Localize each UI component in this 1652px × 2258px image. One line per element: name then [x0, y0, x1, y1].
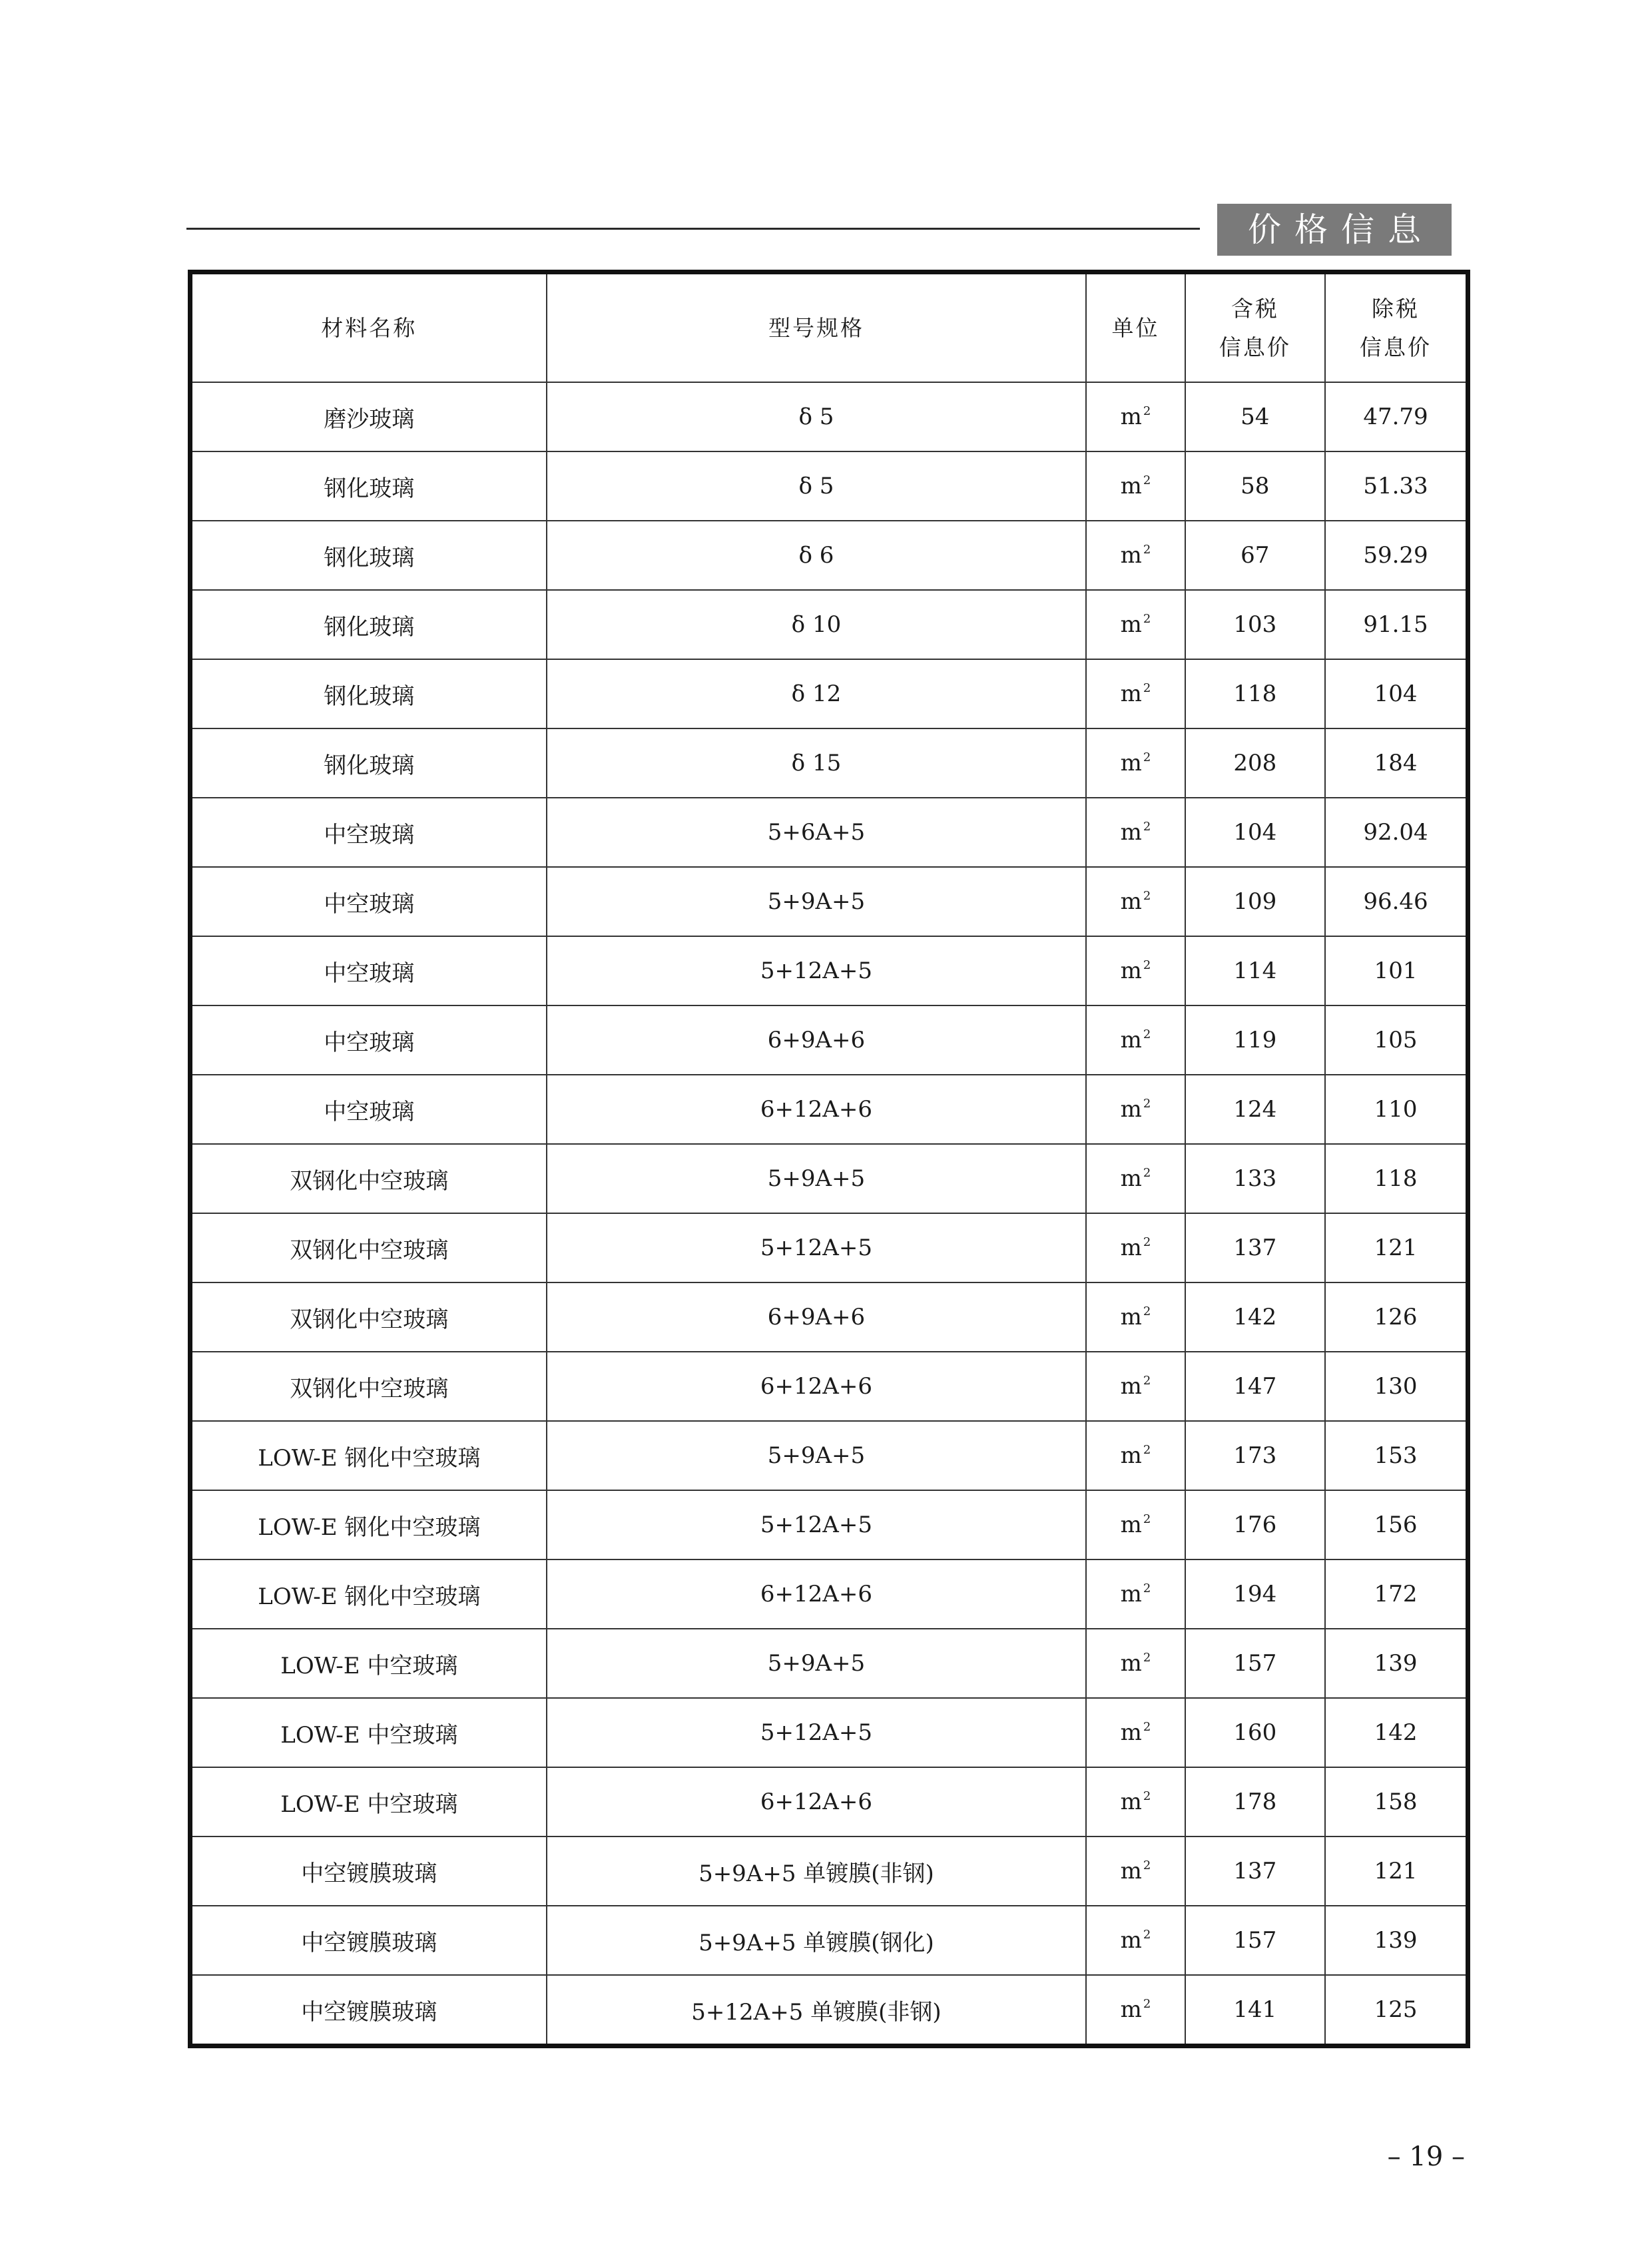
table-row — [190, 936, 1468, 1005]
table-row — [190, 1698, 1468, 1767]
cell-unit — [1086, 1490, 1185, 1559]
unit-base: m — [1120, 542, 1142, 569]
table-row — [190, 382, 1468, 451]
cell-notax-price: 51.33 — [1325, 451, 1468, 521]
header-material-name: 材料名称 — [190, 272, 547, 383]
cell-model-spec: 6+12A+6 — [547, 1767, 1087, 1836]
cell-unit — [1086, 1629, 1185, 1698]
cell-tax-price: 124 — [1185, 1075, 1325, 1144]
cell-notax-price: 153 — [1325, 1421, 1468, 1490]
cell-unit — [1086, 659, 1185, 728]
table-row — [190, 521, 1468, 590]
cell-notax-price: 130 — [1325, 1352, 1468, 1421]
unit-superscript: 2 — [1143, 1166, 1151, 1180]
cell-model-spec: δ 5 — [547, 451, 1087, 521]
cell-tax-price: 54 — [1185, 382, 1325, 451]
cell-notax-price: 118 — [1325, 1144, 1468, 1213]
unit-superscript: 2 — [1143, 1581, 1151, 1595]
unit-superscript: 2 — [1143, 1097, 1151, 1111]
unit-superscript: 2 — [1143, 543, 1151, 557]
table-row — [190, 867, 1468, 936]
unit-base: m — [1120, 1512, 1142, 1538]
cell-tax-price: 119 — [1185, 1005, 1325, 1075]
cell-tax-price: 160 — [1185, 1698, 1325, 1767]
cell-unit — [1086, 936, 1185, 1005]
cell-tax-price: 194 — [1185, 1559, 1325, 1629]
unit-base: m — [1120, 681, 1142, 707]
cell-unit — [1086, 798, 1185, 867]
table-row — [190, 1906, 1468, 1975]
table-header-row — [190, 272, 1468, 383]
cell-material-name: LOW-E 钢化中空玻璃 — [190, 1421, 547, 1490]
cell-material-name: 双钢化中空玻璃 — [190, 1282, 547, 1352]
unit-base: m — [1120, 888, 1142, 915]
cell-model-spec: δ 15 — [547, 728, 1087, 798]
table-row — [190, 1213, 1468, 1282]
page-number: – 19 – — [1387, 2141, 1465, 2172]
table-row — [190, 1629, 1468, 1698]
cell-unit — [1086, 1075, 1185, 1144]
cell-notax-price: 59.29 — [1325, 521, 1468, 590]
cell-notax-price: 184 — [1325, 728, 1468, 798]
unit-superscript: 2 — [1143, 404, 1151, 418]
cell-model-spec: δ 6 — [547, 521, 1087, 590]
cell-model-spec: 5+9A+5 — [547, 1629, 1087, 1698]
unit-superscript: 2 — [1143, 1928, 1151, 1942]
unit-base: m — [1120, 1927, 1142, 1954]
cell-unit — [1086, 1144, 1185, 1213]
table-row — [190, 1005, 1468, 1075]
cell-model-spec: δ 12 — [547, 659, 1087, 728]
cell-model-spec: 5+6A+5 — [547, 798, 1087, 867]
unit-superscript: 2 — [1143, 958, 1151, 972]
table-row — [190, 1075, 1468, 1144]
cell-notax-price: 142 — [1325, 1698, 1468, 1767]
unit-base: m — [1120, 1858, 1142, 1884]
unit-base: m — [1120, 958, 1142, 984]
cell-model-spec: 6+9A+6 — [547, 1282, 1087, 1352]
cell-notax-price: 110 — [1325, 1075, 1468, 1144]
cell-tax-price: 137 — [1185, 1836, 1325, 1906]
cell-material-name: 中空镀膜玻璃 — [190, 1836, 547, 1906]
cell-notax-price: 139 — [1325, 1906, 1468, 1975]
cell-model-spec: 6+12A+6 — [547, 1559, 1087, 1629]
section-title-badge: 价格信息 — [1217, 204, 1452, 256]
cell-tax-price: 157 — [1185, 1629, 1325, 1698]
cell-material-name: 双钢化中空玻璃 — [190, 1213, 547, 1282]
cell-unit — [1086, 1005, 1185, 1075]
cell-unit — [1086, 590, 1185, 659]
table-row — [190, 1144, 1468, 1213]
cell-tax-price: 114 — [1185, 936, 1325, 1005]
table-row — [190, 1490, 1468, 1559]
unit-superscript: 2 — [1143, 1443, 1151, 1457]
cell-unit — [1086, 521, 1185, 590]
cell-tax-price: 109 — [1185, 867, 1325, 936]
cell-tax-price: 141 — [1185, 1975, 1325, 2046]
unit-superscript: 2 — [1143, 1304, 1151, 1318]
cell-notax-price: 96.46 — [1325, 867, 1468, 936]
unit-base: m — [1120, 1027, 1142, 1053]
cell-model-spec: 5+12A+5 — [547, 1213, 1087, 1282]
cell-material-name: LOW-E 钢化中空玻璃 — [190, 1490, 547, 1559]
cell-tax-price: 208 — [1185, 728, 1325, 798]
unit-base: m — [1120, 611, 1142, 638]
cell-model-spec: 6+12A+6 — [547, 1075, 1087, 1144]
cell-model-spec: δ 5 — [547, 382, 1087, 451]
cell-material-name: 钢化玻璃 — [190, 728, 547, 798]
cell-tax-price: 173 — [1185, 1421, 1325, 1490]
cell-tax-price: 178 — [1185, 1767, 1325, 1836]
unit-base: m — [1120, 1165, 1142, 1192]
unit-superscript: 2 — [1143, 889, 1151, 903]
cell-material-name: 双钢化中空玻璃 — [190, 1144, 547, 1213]
price-table — [188, 270, 1470, 2048]
table-row — [190, 1421, 1468, 1490]
unit-base: m — [1120, 1581, 1142, 1607]
unit-base: m — [1120, 1442, 1142, 1469]
cell-material-name: LOW-E 中空玻璃 — [190, 1767, 547, 1836]
unit-superscript: 2 — [1143, 1027, 1151, 1041]
unit-superscript: 2 — [1143, 1997, 1151, 2011]
cell-model-spec: 6+9A+6 — [547, 1005, 1087, 1075]
cell-tax-price: 147 — [1185, 1352, 1325, 1421]
cell-tax-price: 58 — [1185, 451, 1325, 521]
cell-material-name: 钢化玻璃 — [190, 521, 547, 590]
header-model-spec: 型号规格 — [547, 272, 1087, 383]
cell-notax-price: 156 — [1325, 1490, 1468, 1559]
unit-superscript: 2 — [1143, 612, 1151, 626]
cell-material-name: 中空镀膜玻璃 — [190, 1975, 547, 2046]
header-tax-price-line1: 含税 — [1231, 295, 1279, 322]
cell-material-name: 中空玻璃 — [190, 1005, 547, 1075]
cell-material-name: 钢化玻璃 — [190, 590, 547, 659]
header-unit: 单位 — [1086, 272, 1185, 383]
cell-tax-price: 118 — [1185, 659, 1325, 728]
unit-superscript: 2 — [1143, 1374, 1151, 1388]
cell-unit — [1086, 1421, 1185, 1490]
cell-material-name: 中空玻璃 — [190, 798, 547, 867]
cell-material-name: 钢化玻璃 — [190, 659, 547, 728]
table-row — [190, 659, 1468, 728]
cell-notax-price: 47.79 — [1325, 382, 1468, 451]
cell-notax-price: 158 — [1325, 1767, 1468, 1836]
cell-tax-price: 157 — [1185, 1906, 1325, 1975]
table-row — [190, 1352, 1468, 1421]
cell-model-spec: 5+9A+5 — [547, 867, 1087, 936]
unit-base: m — [1120, 1996, 1142, 2023]
cell-tax-price: 104 — [1185, 798, 1325, 867]
cell-material-name: 中空玻璃 — [190, 1075, 547, 1144]
unit-superscript: 2 — [1143, 1858, 1151, 1872]
cell-material-name: 中空镀膜玻璃 — [190, 1906, 547, 1975]
unit-superscript: 2 — [1143, 1235, 1151, 1249]
unit-base: m — [1120, 1719, 1142, 1746]
cell-material-name: 磨沙玻璃 — [190, 382, 547, 451]
table-row — [190, 798, 1468, 867]
cell-material-name: 中空玻璃 — [190, 936, 547, 1005]
cell-notax-price: 172 — [1325, 1559, 1468, 1629]
cell-unit — [1086, 1767, 1185, 1836]
cell-unit — [1086, 1698, 1185, 1767]
header-notax-price — [1325, 272, 1468, 383]
cell-unit — [1086, 1975, 1185, 2046]
cell-model-spec: 5+9A+5 — [547, 1144, 1087, 1213]
cell-model-spec: 5+12A+5 — [547, 936, 1087, 1005]
cell-unit — [1086, 1213, 1185, 1282]
cell-unit — [1086, 382, 1185, 451]
header-notax-price-line1: 除税 — [1372, 295, 1420, 322]
cell-model-spec: 6+12A+6 — [547, 1352, 1087, 1421]
cell-material-name: LOW-E 钢化中空玻璃 — [190, 1559, 547, 1629]
unit-superscript: 2 — [1143, 1651, 1151, 1665]
unit-base: m — [1120, 1304, 1142, 1330]
cell-notax-price: 125 — [1325, 1975, 1468, 2046]
unit-base: m — [1120, 750, 1142, 776]
cell-unit — [1086, 1282, 1185, 1352]
table-row — [190, 728, 1468, 798]
cell-notax-price: 121 — [1325, 1213, 1468, 1282]
cell-notax-price: 139 — [1325, 1629, 1468, 1698]
unit-base: m — [1120, 473, 1142, 499]
cell-material-name: 钢化玻璃 — [190, 451, 547, 521]
cell-notax-price: 92.04 — [1325, 798, 1468, 867]
cell-material-name: LOW-E 中空玻璃 — [190, 1629, 547, 1698]
unit-superscript: 2 — [1143, 1512, 1151, 1526]
table-row — [190, 451, 1468, 521]
cell-tax-price: 103 — [1185, 590, 1325, 659]
cell-tax-price: 176 — [1185, 1490, 1325, 1559]
unit-base: m — [1120, 1650, 1142, 1677]
cell-unit — [1086, 1352, 1185, 1421]
cell-unit — [1086, 1836, 1185, 1906]
table-row — [190, 1559, 1468, 1629]
unit-superscript: 2 — [1143, 681, 1151, 695]
cell-tax-price: 142 — [1185, 1282, 1325, 1352]
cell-tax-price: 137 — [1185, 1213, 1325, 1282]
header-notax-price-line2: 信息价 — [1360, 334, 1432, 360]
cell-notax-price: 101 — [1325, 936, 1468, 1005]
cell-unit — [1086, 867, 1185, 936]
cell-tax-price: 133 — [1185, 1144, 1325, 1213]
unit-base: m — [1120, 819, 1142, 846]
cell-model-spec: 5+9A+5 — [547, 1421, 1087, 1490]
cell-model-spec: 5+12A+5 — [547, 1698, 1087, 1767]
unit-base: m — [1120, 1373, 1142, 1400]
table-row — [190, 590, 1468, 659]
unit-base: m — [1120, 1789, 1142, 1815]
unit-superscript: 2 — [1143, 1720, 1151, 1734]
cell-tax-price: 67 — [1185, 521, 1325, 590]
header-rule — [186, 228, 1200, 230]
cell-unit — [1086, 1559, 1185, 1629]
unit-base: m — [1120, 1235, 1142, 1261]
unit-superscript: 2 — [1143, 750, 1151, 764]
cell-notax-price: 91.15 — [1325, 590, 1468, 659]
table-row — [190, 1836, 1468, 1906]
unit-superscript: 2 — [1143, 1789, 1151, 1803]
cell-notax-price: 121 — [1325, 1836, 1468, 1906]
table-row — [190, 1767, 1468, 1836]
cell-unit — [1086, 728, 1185, 798]
table-row — [190, 1975, 1468, 2046]
unit-base: m — [1120, 1096, 1142, 1123]
unit-superscript: 2 — [1143, 473, 1151, 487]
unit-base: m — [1120, 404, 1142, 430]
header-tax-price-line2: 信息价 — [1219, 334, 1291, 360]
cell-unit — [1086, 1906, 1185, 1975]
cell-model-spec: 5+12A+5 单镀膜(非钢) — [547, 1975, 1087, 2046]
cell-model-spec: 5+9A+5 单镀膜(非钢) — [547, 1836, 1087, 1906]
unit-superscript: 2 — [1143, 820, 1151, 834]
cell-model-spec: 5+12A+5 — [547, 1490, 1087, 1559]
table-row — [190, 1282, 1468, 1352]
cell-model-spec: δ 10 — [547, 590, 1087, 659]
cell-material-name: 中空玻璃 — [190, 867, 547, 936]
cell-notax-price: 105 — [1325, 1005, 1468, 1075]
cell-material-name: 双钢化中空玻璃 — [190, 1352, 547, 1421]
cell-notax-price: 126 — [1325, 1282, 1468, 1352]
cell-notax-price: 104 — [1325, 659, 1468, 728]
header-tax-price — [1185, 272, 1325, 383]
table-body — [190, 382, 1468, 2046]
cell-material-name: LOW-E 中空玻璃 — [190, 1698, 547, 1767]
cell-model-spec: 5+9A+5 单镀膜(钢化) — [547, 1906, 1087, 1975]
cell-unit — [1086, 451, 1185, 521]
